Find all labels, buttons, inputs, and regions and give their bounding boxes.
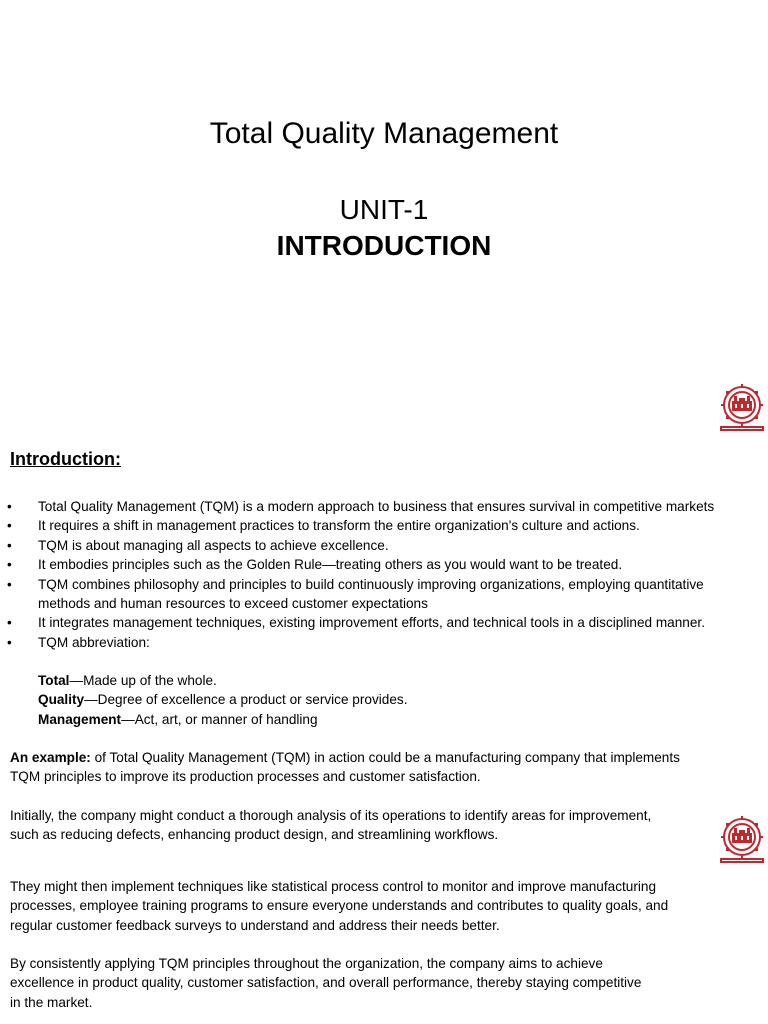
example-paragraph <box>10 748 680 787</box>
abbreviation-definition: —Made up of the whole. <box>69 673 217 688</box>
abbreviation-item <box>38 710 407 729</box>
bullet-text: It requires a shift in management practices to transform the entire organization's culture and actions. <box>38 518 640 534</box>
bullet-text: TQM is about managing all aspects to achieve excellence. <box>38 537 389 553</box>
unit-label: UNIT-1 <box>339 194 429 225</box>
page-title: Total Quality Management <box>209 117 559 150</box>
bullet-text: It integrates management techniques, existing improvement efforts, and technical tools in a disciplined manner. <box>38 615 705 631</box>
paragraph-line: such as reducing defects, enhancing product design, and streamlining workflows. <box>10 827 499 843</box>
paragraph-line: processes, employee training programs to ensure everyone understands and contributes to quality goals, and <box>10 898 669 914</box>
university-logo-icon <box>717 815 767 865</box>
bullet-icon: • <box>7 615 12 631</box>
list-item <box>0 555 768 574</box>
list-item <box>0 575 768 614</box>
list-item <box>0 516 768 535</box>
abbreviation-list <box>38 671 407 729</box>
paragraph-line: TQM principles to improve its production processes and customer satisfaction. <box>10 769 481 785</box>
bullet-icon: • <box>7 537 12 553</box>
paragraph-line: Initially, the company might conduct a thorough analysis of its operations to identify areas for improvement, <box>10 808 652 823</box>
list-item <box>0 536 768 555</box>
paragraph <box>10 954 641 1012</box>
bullet-icon: • <box>7 499 12 514</box>
list-item <box>0 613 768 632</box>
bullet-text: It embodies principles such as the Golden Rule—treating others as you would want to be treated. <box>38 557 623 573</box>
abbreviation-item <box>38 671 407 690</box>
cover-slide <box>0 0 768 440</box>
bullet-icon: • <box>7 576 12 592</box>
abbreviation-term: Quality <box>38 692 85 708</box>
section-heading: Introduction: <box>10 449 121 469</box>
abbreviation-term: Total <box>38 673 70 688</box>
paragraph <box>10 806 651 845</box>
list-item <box>0 633 768 652</box>
abbreviation-item <box>38 690 407 709</box>
paragraph <box>10 877 668 935</box>
bullet-list <box>0 497 768 652</box>
example-label: An example: <box>10 750 91 765</box>
paragraph-line: of Total Quality Management (TQM) in action could be a manufacturing company that implements <box>90 750 680 765</box>
paragraph-line: excellence in product quality, customer satisfaction, and overall performance, thereby staying competitive <box>10 975 642 991</box>
university-logo-icon <box>717 383 767 433</box>
paragraph-line: They might then implement techniques like statistical process control to monitor and improve manufacturing <box>10 879 657 894</box>
bullet-icon: • <box>7 557 12 573</box>
bullet-text: TQM combines philosophy and principles to build continuously improving organizations, employing quantitative <box>38 576 704 592</box>
paragraph-line: regular customer feedback surveys to understand and address their needs better. <box>10 917 500 933</box>
abbreviation-term: Management <box>38 711 122 727</box>
abbreviation-definition: —Act, art, or manner of handling <box>121 711 318 727</box>
paragraph-line: By consistently applying TQM principles throughout the organization, the company aims to achieve <box>10 956 603 971</box>
bullet-icon: • <box>7 634 12 650</box>
bullet-text: methods and human resources to exceed customer expectations <box>38 596 428 612</box>
abbreviation-definition: —Degree of excellence a product or service provides. <box>84 692 408 708</box>
paragraph-line: in the market. <box>10 994 93 1010</box>
list-item <box>0 497 768 516</box>
bullet-text: TQM abbreviation: <box>38 634 150 650</box>
bullet-text: Total Quality Management (TQM) is a modern approach to business that ensures survival in competitive markets <box>38 499 715 514</box>
unit-subtitle: INTRODUCTION <box>276 230 492 261</box>
bullet-icon: • <box>7 518 12 534</box>
